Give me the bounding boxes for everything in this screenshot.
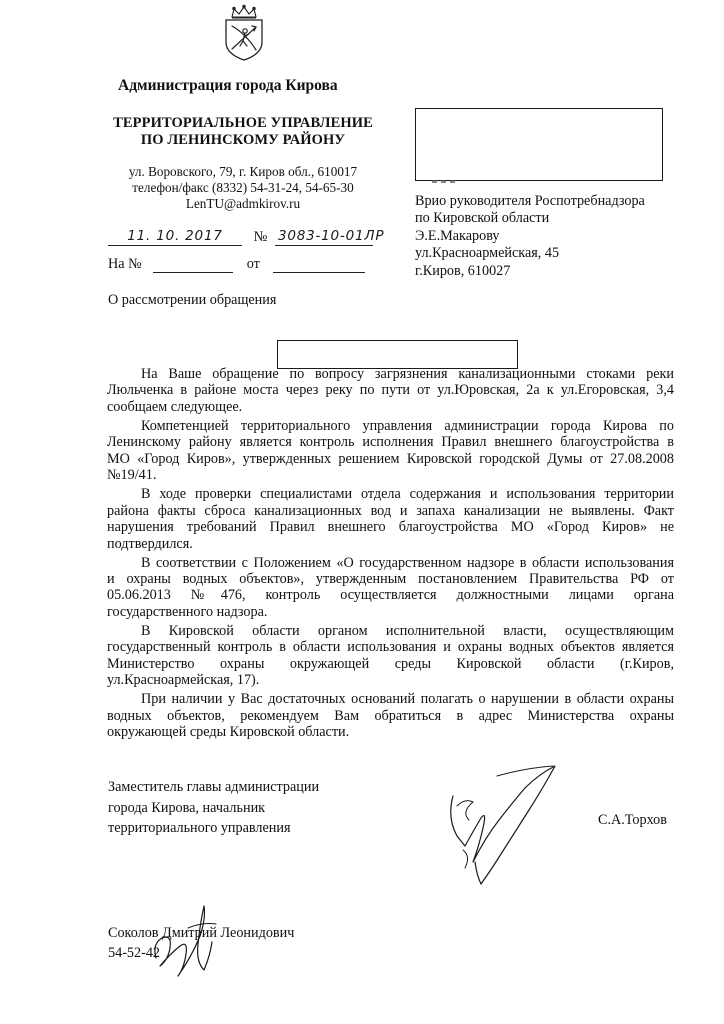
number-sign: № (253, 229, 268, 245)
signatory-title-line: территориального управления (108, 820, 291, 836)
coat-of-arms-emblem (218, 4, 270, 62)
body-line: В Кировской области органом исполнительной власти, осуществляющим (141, 623, 674, 640)
body-line: нарушения требований Правил внешнего благоустройства МО «Город Киров» не (107, 519, 674, 536)
body-line: МО «Город Киров», утвержденных решением Кировской городской Думы от 27.08.2008 (107, 450, 674, 467)
registration-date: 11. 10. 2017 (108, 228, 242, 246)
body-line: 05.06.2013 №476, контроль осуществляется должностными лицами органа (107, 587, 674, 604)
registration-number: 3083-10-01ЛР (275, 228, 373, 246)
body-line: сообщаем следующее. (107, 398, 243, 415)
body-line: окружающей среды Кировской области. (107, 724, 350, 741)
body-line: района факты сброса канализационных вод и запаха канализации не выявлены. Факт (107, 502, 674, 519)
signatory-title-line: Заместитель главы администрации (108, 779, 320, 795)
reference-line (108, 256, 365, 273)
body-line: В соответствии с Положением «О государственном надзоре в области использования (141, 554, 674, 571)
department-title (108, 115, 378, 149)
body-line: государственный контроль в области использования и охраны водных объектов является (107, 639, 674, 656)
redacted-box (277, 340, 518, 369)
signatory-title (108, 777, 319, 839)
sender-email: LenTU@admkirov.ru (185, 196, 301, 211)
reference-number-blank (153, 258, 233, 273)
administration-title: Администрация города Кирова (118, 77, 338, 94)
coat-of-arms-icon (218, 4, 270, 62)
department-title-line: ТЕРРИТОРИАЛЬНОЕ УПРАВЛЕНИЕ (113, 115, 373, 131)
signature-scribble (148, 896, 220, 981)
executor-phone: 54-52-42 (108, 944, 161, 961)
body-paragraph (107, 555, 674, 621)
handwritten-signature (435, 758, 570, 893)
body-paragraph (107, 366, 674, 415)
body-line: Компетенцией территориального управления администрации города Кирова по (141, 417, 674, 434)
archer-figure (232, 26, 256, 50)
signature-stroke (155, 906, 212, 976)
redacted-box (415, 108, 663, 181)
body-line: государственного надзора. (107, 603, 268, 620)
crown-shape (232, 5, 256, 18)
sender-phone-fax: телефон/факс (8332) 54-31-24, 54-65-30 (132, 180, 354, 195)
cutoff-text-fragment (432, 180, 458, 183)
registration-line (108, 228, 385, 250)
signature-scribble (435, 758, 570, 893)
handwritten-initials (148, 896, 220, 981)
body-line: Ленинскому району является контроль исполнения Правил внешнего благоустройства в (107, 434, 674, 451)
body-line: №19/41. (107, 467, 157, 484)
signature-stroke (457, 766, 553, 868)
reference-from-label: от (246, 256, 260, 272)
letter-body (107, 366, 674, 743)
reference-date-blank (273, 258, 365, 273)
body-line: Люльченка в районе моста через реку по пути от ул.Юровская, 2а к ул.Егоровская, 3,4 (107, 382, 674, 399)
addressee-block (415, 193, 645, 280)
signatory-title-line: города Кирова, начальник (108, 799, 266, 816)
body-paragraph (107, 623, 674, 689)
body-line: ул.Красноармейская, 17). (107, 672, 260, 689)
sender-street-address: ул. Воровского, 79, г. Киров обл., 610017 (128, 164, 358, 179)
addressee-street: ул.Красноармейская, 45 (415, 245, 560, 262)
body-line: На Ваше обращение по вопросу загрязнения канализационными стоками реки (141, 366, 674, 382)
signature-stroke (451, 766, 555, 884)
addressee-city: г.Киров, 610027 (415, 262, 511, 279)
body-line: водных объектов, рекомендуем Вам обратиться в адрес Министерства охраны (107, 707, 674, 724)
letter-subject: О рассмотрении обращения (108, 292, 277, 308)
body-line: При наличии у Вас достаточных оснований полагать о нарушении в области охраны (141, 691, 674, 708)
reference-label: На № (108, 256, 142, 272)
department-title-line: ПО ЛЕНИНСКОМУ РАЙОНУ (140, 132, 346, 148)
body-line: подтвердился. (107, 535, 193, 552)
addressee-position: Врио руководителя Роспотребнадзора (415, 193, 645, 209)
addressee-region: по Кировской области (415, 210, 550, 227)
body-paragraph (107, 691, 674, 740)
body-paragraph (107, 418, 674, 484)
signatory-name: С.А.Торхов (598, 812, 667, 828)
executor-name: Соколов Дмитрий Леонидович (108, 925, 295, 941)
addressee-name: Э.Е.Макарову (415, 227, 500, 244)
body-line: В ходе проверки специалистами отдела содержания и использования территории (141, 486, 674, 503)
body-line: и охраны водных объектов», утвержденным постановлением Правительства РФ от (107, 571, 674, 588)
sender-address-block (108, 164, 378, 212)
body-paragraph (107, 486, 674, 552)
body-line: Министерство охраны окружающей среды Кировской области (г.Киров, (107, 655, 674, 672)
